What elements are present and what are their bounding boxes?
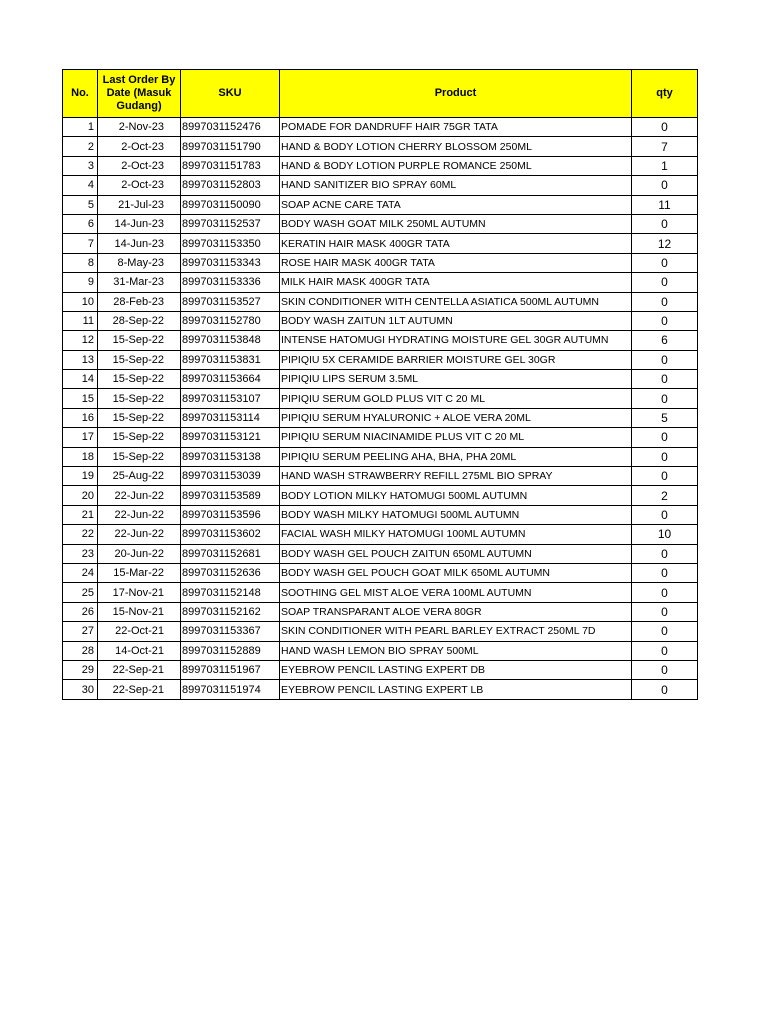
cell-no: 5 [63, 195, 98, 214]
cell-last-order-date: 28-Sep-22 [98, 311, 181, 330]
cell-product: EYEBROW PENCIL LASTING EXPERT DB [280, 660, 632, 679]
cell-last-order-date: 22-Jun-22 [98, 505, 181, 524]
table-row [63, 583, 698, 602]
table-row [63, 680, 698, 699]
cell-sku: 8997031153350 [181, 234, 280, 253]
table-row [63, 195, 698, 214]
cell-qty: 0 [632, 370, 698, 389]
cell-qty: 5 [632, 408, 698, 427]
cell-last-order-date: 20-Jun-22 [98, 544, 181, 563]
table-row [63, 176, 698, 195]
table-row [63, 234, 698, 253]
cell-no: 29 [63, 660, 98, 679]
table-row [63, 370, 698, 389]
cell-qty: 0 [632, 428, 698, 447]
cell-no: 10 [63, 292, 98, 311]
cell-no: 7 [63, 234, 98, 253]
header-sku: SKU [181, 70, 280, 118]
cell-no: 21 [63, 505, 98, 524]
cell-product: SOOTHING GEL MIST ALOE VERA 100ML AUTUMN [280, 583, 632, 602]
cell-product: POMADE FOR DANDRUFF HAIR 75GR TATA [280, 118, 632, 137]
cell-no: 4 [63, 176, 98, 195]
cell-sku: 8997031152681 [181, 544, 280, 563]
cell-last-order-date: 15-Sep-22 [98, 331, 181, 350]
cell-qty: 1 [632, 156, 698, 175]
table-row [63, 253, 698, 272]
table-row [63, 622, 698, 641]
cell-product: HAND WASH STRAWBERRY REFILL 275ML BIO SPRAY [280, 467, 632, 486]
cell-sku: 8997031153107 [181, 389, 280, 408]
cell-qty: 0 [632, 680, 698, 699]
cell-product: HAND WASH LEMON BIO SPRAY 500ML [280, 641, 632, 660]
cell-sku: 8997031153527 [181, 292, 280, 311]
cell-no: 20 [63, 486, 98, 505]
cell-product: HAND & BODY LOTION CHERRY BLOSSOM 250ML [280, 137, 632, 156]
cell-product: SOAP TRANSPARANT ALOE VERA 80GR [280, 602, 632, 621]
cell-qty: 0 [632, 311, 698, 330]
cell-product: BODY WASH GEL POUCH ZAITUN 650ML AUTUMN [280, 544, 632, 563]
cell-product: FACIAL WASH MILKY HATOMUGI 100ML AUTUMN [280, 525, 632, 544]
cell-qty: 0 [632, 118, 698, 137]
cell-no: 23 [63, 544, 98, 563]
cell-product: BODY LOTION MILKY HATOMUGI 500ML AUTUMN [280, 486, 632, 505]
cell-last-order-date: 31-Mar-23 [98, 273, 181, 292]
table-header [63, 70, 698, 118]
cell-sku: 8997031153343 [181, 253, 280, 272]
cell-no: 8 [63, 253, 98, 272]
cell-qty: 7 [632, 137, 698, 156]
cell-qty: 0 [632, 505, 698, 524]
cell-qty: 0 [632, 544, 698, 563]
cell-sku: 8997031153589 [181, 486, 280, 505]
cell-sku: 8997031153039 [181, 467, 280, 486]
header-product: Product [280, 70, 632, 118]
cell-qty: 0 [632, 602, 698, 621]
inventory-table [62, 69, 698, 700]
cell-sku: 8997031152537 [181, 214, 280, 233]
cell-no: 11 [63, 311, 98, 330]
table-row [63, 350, 698, 369]
header-no: No. [63, 70, 98, 118]
cell-qty: 0 [632, 292, 698, 311]
cell-last-order-date: 15-Sep-22 [98, 428, 181, 447]
cell-sku: 8997031152780 [181, 311, 280, 330]
table-row [63, 408, 698, 427]
cell-last-order-date: 17-Nov-21 [98, 583, 181, 602]
cell-no: 16 [63, 408, 98, 427]
cell-sku: 8997031153367 [181, 622, 280, 641]
cell-qty: 2 [632, 486, 698, 505]
cell-last-order-date: 14-Jun-23 [98, 234, 181, 253]
cell-sku: 8997031152636 [181, 563, 280, 582]
table-row [63, 137, 698, 156]
cell-product: SKIN CONDITIONER WITH PEARL BARLEY EXTRACT 250ML 7D [280, 622, 632, 641]
cell-last-order-date: 8-May-23 [98, 253, 181, 272]
table-row [63, 389, 698, 408]
cell-qty: 0 [632, 563, 698, 582]
cell-sku: 8997031151974 [181, 680, 280, 699]
cell-no: 13 [63, 350, 98, 369]
cell-qty: 6 [632, 331, 698, 350]
cell-qty: 0 [632, 350, 698, 369]
cell-product: BODY WASH GEL POUCH GOAT MILK 650ML AUTUMN [280, 563, 632, 582]
table-row [63, 273, 698, 292]
cell-last-order-date: 2-Oct-23 [98, 176, 181, 195]
cell-no: 28 [63, 641, 98, 660]
header-qty: qty [632, 70, 698, 118]
cell-last-order-date: 21-Jul-23 [98, 195, 181, 214]
cell-no: 25 [63, 583, 98, 602]
table-row [63, 292, 698, 311]
table-row [63, 544, 698, 563]
cell-qty: 0 [632, 214, 698, 233]
cell-qty: 0 [632, 583, 698, 602]
cell-qty: 0 [632, 467, 698, 486]
cell-last-order-date: 28-Feb-23 [98, 292, 181, 311]
cell-product: SKIN CONDITIONER WITH CENTELLA ASIATICA 500ML AUTUMN [280, 292, 632, 311]
table-row [63, 156, 698, 175]
table-row [63, 214, 698, 233]
table-row [63, 486, 698, 505]
cell-sku: 8997031152162 [181, 602, 280, 621]
cell-last-order-date: 15-Sep-22 [98, 408, 181, 427]
cell-qty: 0 [632, 641, 698, 660]
cell-qty: 10 [632, 525, 698, 544]
cell-product: KERATIN HAIR MASK 400GR TATA [280, 234, 632, 253]
cell-no: 26 [63, 602, 98, 621]
cell-no: 14 [63, 370, 98, 389]
cell-product: BODY WASH MILKY HATOMUGI 500ML AUTUMN [280, 505, 632, 524]
cell-product: SOAP ACNE CARE TATA [280, 195, 632, 214]
cell-sku: 8997031153114 [181, 408, 280, 427]
cell-no: 12 [63, 331, 98, 350]
header-last-order-date: Last Order By Date (Masuk Gudang) [98, 70, 181, 118]
cell-last-order-date: 15-Sep-22 [98, 370, 181, 389]
cell-no: 2 [63, 137, 98, 156]
cell-no: 22 [63, 525, 98, 544]
table-row [63, 447, 698, 466]
cell-sku: 8997031153831 [181, 350, 280, 369]
cell-product: BODY WASH ZAITUN 1LT AUTUMN [280, 311, 632, 330]
table-row [63, 660, 698, 679]
cell-sku: 8997031151790 [181, 137, 280, 156]
table-row [63, 428, 698, 447]
cell-last-order-date: 2-Oct-23 [98, 137, 181, 156]
cell-last-order-date: 25-Aug-22 [98, 467, 181, 486]
table-body [63, 118, 698, 700]
cell-product: PIPIQIU SERUM PEELING AHA, BHA, PHA 20ML [280, 447, 632, 466]
cell-sku: 8997031153602 [181, 525, 280, 544]
cell-sku: 8997031153121 [181, 428, 280, 447]
cell-no: 6 [63, 214, 98, 233]
cell-last-order-date: 22-Sep-21 [98, 680, 181, 699]
cell-no: 17 [63, 428, 98, 447]
cell-sku: 8997031153848 [181, 331, 280, 350]
cell-last-order-date: 15-Nov-21 [98, 602, 181, 621]
cell-no: 3 [63, 156, 98, 175]
table-row [63, 118, 698, 137]
cell-product: INTENSE HATOMUGI HYDRATING MOISTURE GEL 30GR AUTUMN [280, 331, 632, 350]
cell-last-order-date: 15-Sep-22 [98, 447, 181, 466]
cell-last-order-date: 15-Mar-22 [98, 563, 181, 582]
table-row [63, 563, 698, 582]
cell-qty: 11 [632, 195, 698, 214]
cell-sku: 8997031151967 [181, 660, 280, 679]
cell-sku: 8997031151783 [181, 156, 280, 175]
table-row [63, 331, 698, 350]
cell-last-order-date: 15-Sep-22 [98, 389, 181, 408]
cell-no: 15 [63, 389, 98, 408]
cell-product: MILK HAIR MASK 400GR TATA [280, 273, 632, 292]
cell-sku: 8997031150090 [181, 195, 280, 214]
cell-no: 27 [63, 622, 98, 641]
table-row [63, 641, 698, 660]
cell-qty: 0 [632, 389, 698, 408]
cell-qty: 0 [632, 253, 698, 272]
cell-product: BODY WASH GOAT MILK 250ML AUTUMN [280, 214, 632, 233]
cell-product: EYEBROW PENCIL LASTING EXPERT LB [280, 680, 632, 699]
cell-product: HAND & BODY LOTION PURPLE ROMANCE 250ML [280, 156, 632, 175]
cell-product: PIPIQIU LIPS SERUM 3.5ML [280, 370, 632, 389]
cell-sku: 8997031153596 [181, 505, 280, 524]
cell-qty: 0 [632, 273, 698, 292]
cell-last-order-date: 22-Oct-21 [98, 622, 181, 641]
cell-qty: 0 [632, 447, 698, 466]
cell-qty: 0 [632, 176, 698, 195]
cell-sku: 8997031153664 [181, 370, 280, 389]
cell-sku: 8997031152148 [181, 583, 280, 602]
cell-no: 19 [63, 467, 98, 486]
cell-qty: 12 [632, 234, 698, 253]
table-row [63, 525, 698, 544]
cell-product: PIPIQIU SERUM GOLD PLUS VIT C 20 ML [280, 389, 632, 408]
cell-no: 30 [63, 680, 98, 699]
cell-sku: 8997031153336 [181, 273, 280, 292]
cell-last-order-date: 14-Oct-21 [98, 641, 181, 660]
cell-last-order-date: 22-Jun-22 [98, 486, 181, 505]
cell-qty: 0 [632, 660, 698, 679]
cell-product: PIPIQIU SERUM HYALURONIC + ALOE VERA 20ML [280, 408, 632, 427]
cell-last-order-date: 22-Jun-22 [98, 525, 181, 544]
header-row [63, 70, 698, 118]
cell-no: 18 [63, 447, 98, 466]
cell-last-order-date: 2-Oct-23 [98, 156, 181, 175]
cell-no: 1 [63, 118, 98, 137]
cell-qty: 0 [632, 622, 698, 641]
cell-product: PIPIQIU SERUM NIACINAMIDE PLUS VIT C 20 ML [280, 428, 632, 447]
cell-product: PIPIQIU 5X CERAMIDE BARRIER MOISTURE GEL 30GR [280, 350, 632, 369]
cell-no: 9 [63, 273, 98, 292]
table-row [63, 505, 698, 524]
table-row [63, 602, 698, 621]
cell-product: ROSE HAIR MASK 400GR TATA [280, 253, 632, 272]
cell-no: 24 [63, 563, 98, 582]
cell-last-order-date: 2-Nov-23 [98, 118, 181, 137]
cell-sku: 8997031152889 [181, 641, 280, 660]
cell-last-order-date: 15-Sep-22 [98, 350, 181, 369]
cell-sku: 8997031153138 [181, 447, 280, 466]
table-row [63, 311, 698, 330]
cell-sku: 8997031152803 [181, 176, 280, 195]
cell-last-order-date: 14-Jun-23 [98, 214, 181, 233]
cell-sku: 8997031152476 [181, 118, 280, 137]
cell-product: HAND SANITIZER BIO SPRAY 60ML [280, 176, 632, 195]
table-row [63, 467, 698, 486]
cell-last-order-date: 22-Sep-21 [98, 660, 181, 679]
